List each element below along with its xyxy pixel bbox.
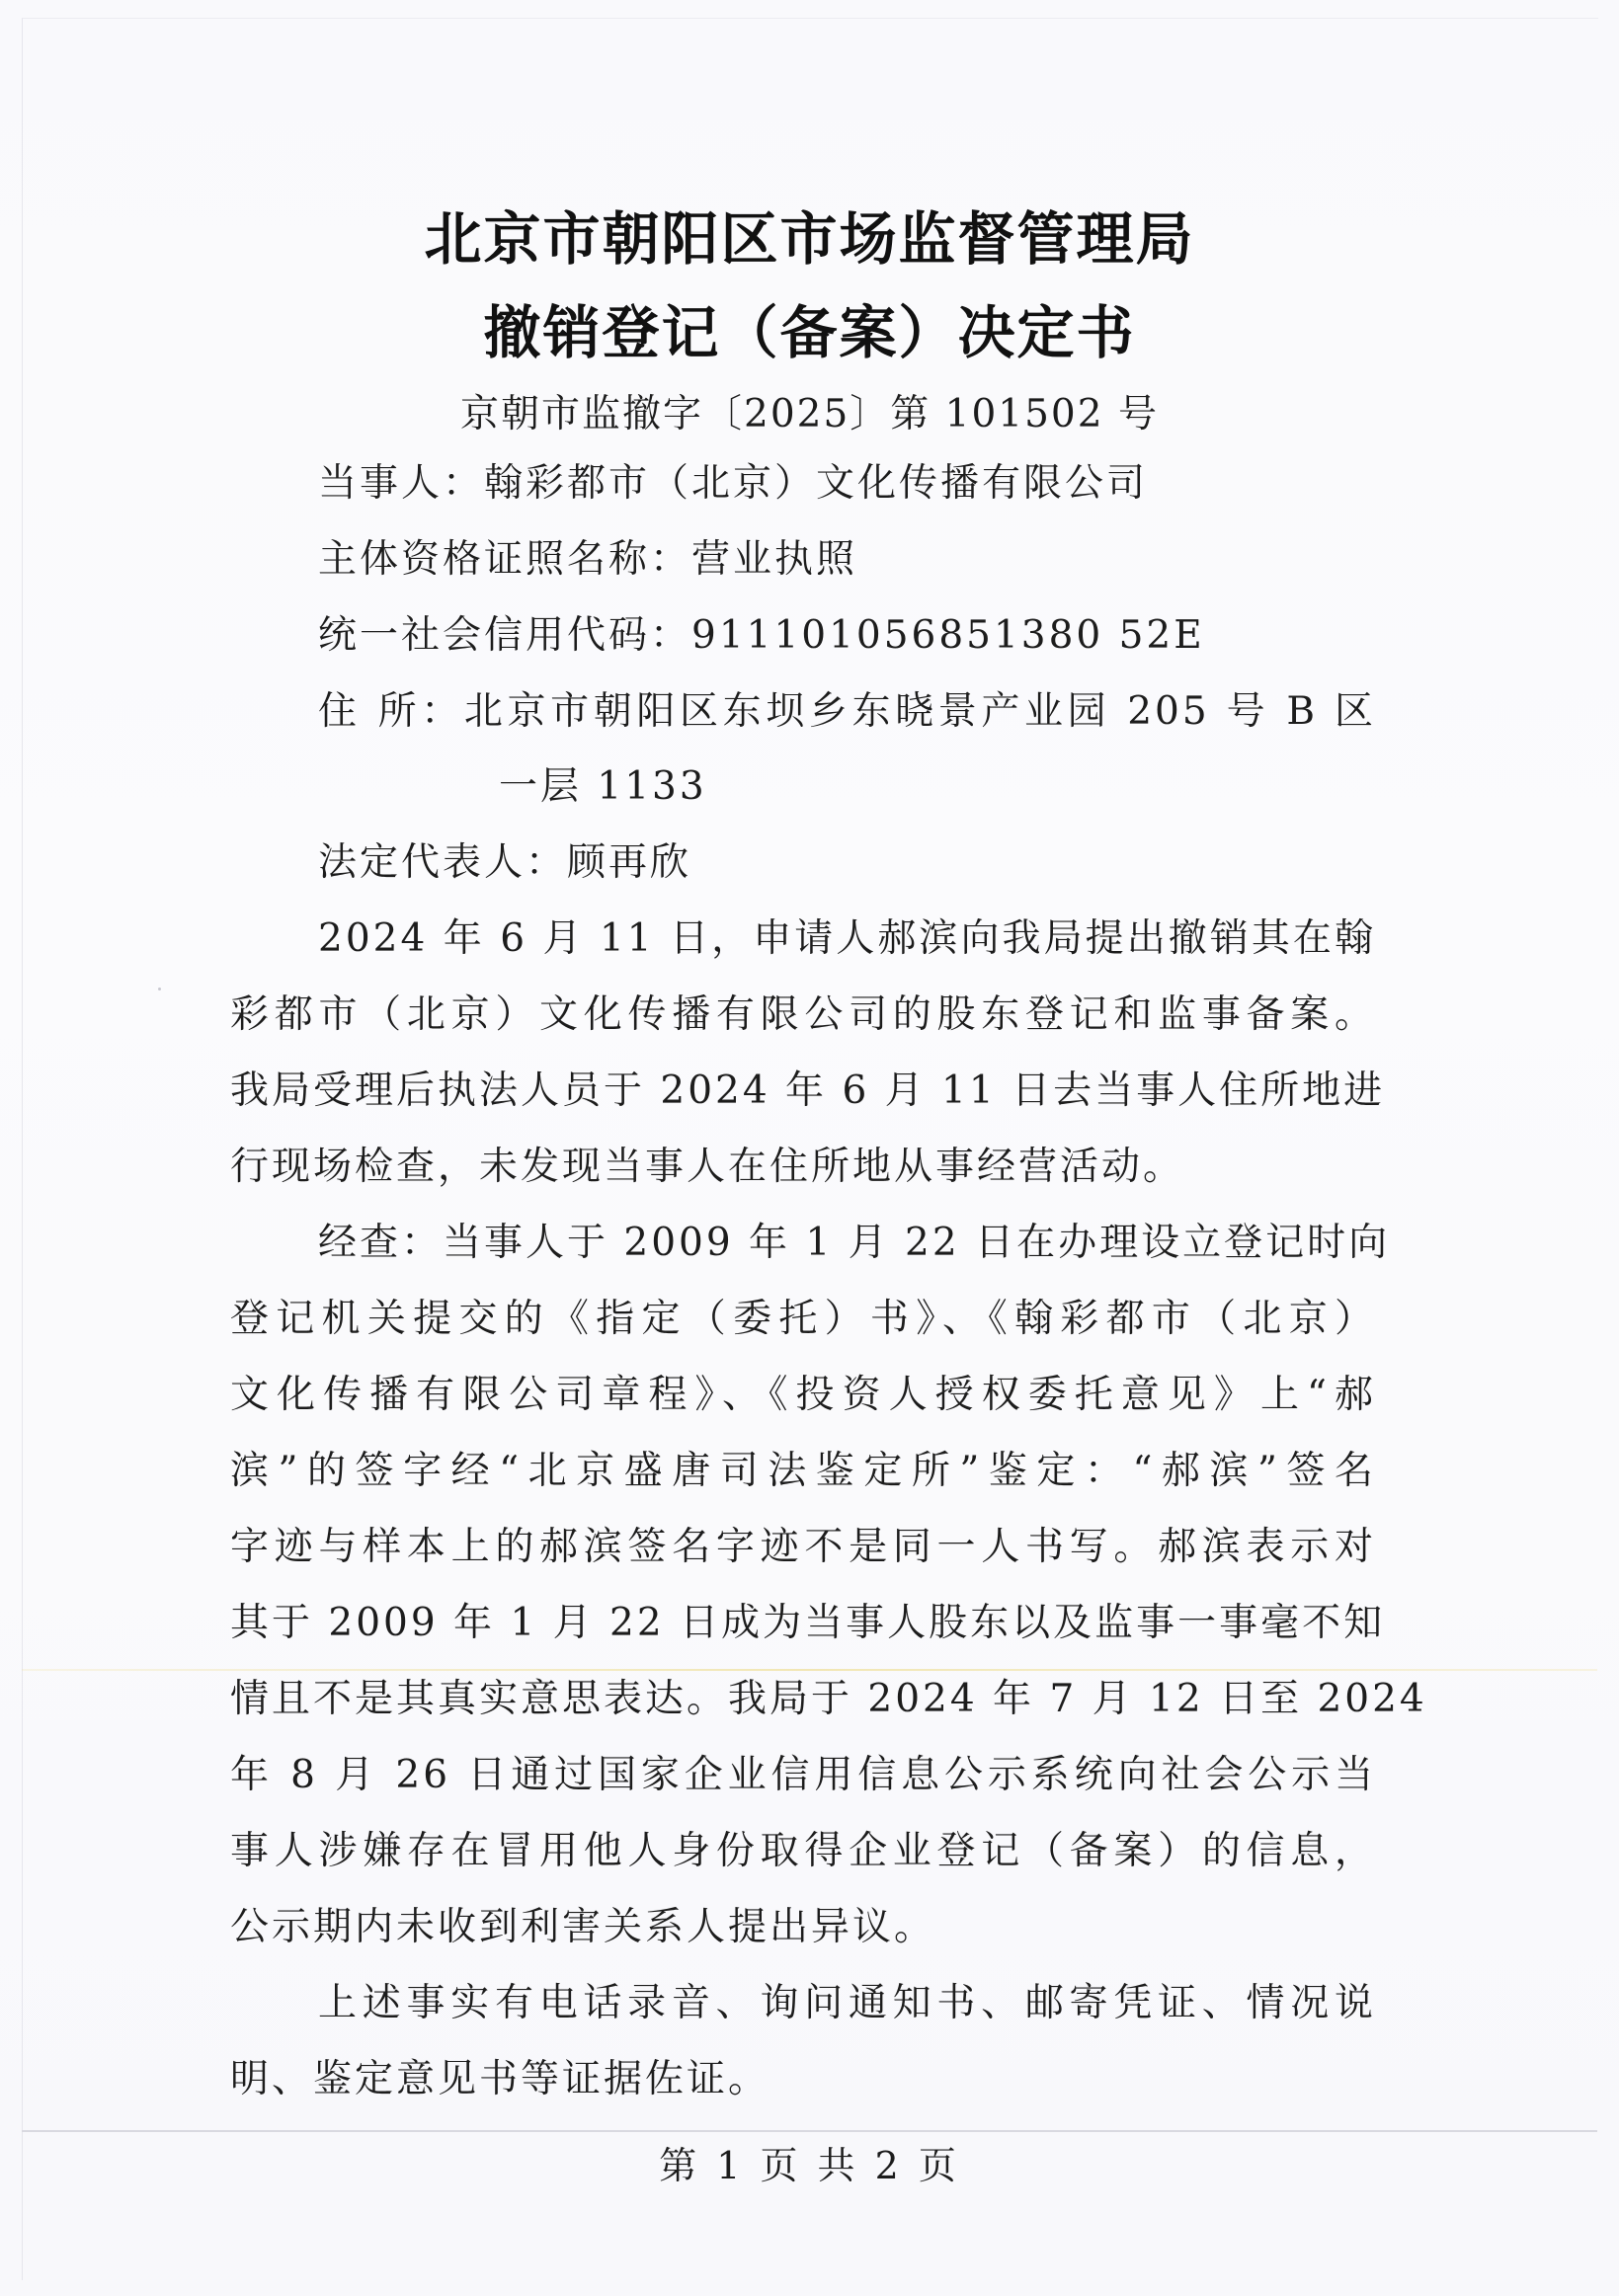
para1-line: 行现场检查，未发现当事人在住所地从事经营活动。 bbox=[230, 1145, 1185, 1189]
page-footer: 第 1 页 共 2 页 bbox=[659, 2144, 960, 2187]
field-legal-rep: 法定代表人：顾再欣 bbox=[318, 840, 692, 885]
para3-line: 明、鉴定意见书等证据佐证。 bbox=[230, 2057, 770, 2101]
scan-artifact-line bbox=[22, 1669, 1597, 1671]
para3-line: 上述事实有电话录音、询问通知书、邮寄凭证、情况说 bbox=[318, 1981, 1376, 2025]
footer-rule bbox=[22, 2130, 1597, 2132]
title-line-2: 撤销登记（备案）决定书 bbox=[483, 299, 1136, 366]
para2-line: 公示期内未收到利害关系人提出异议。 bbox=[230, 1905, 936, 1949]
para1-line: 2024 年 6 月 11 日，申请人郝滨向我局提出撤销其在翰 bbox=[318, 916, 1376, 961]
scan-speck bbox=[158, 988, 161, 990]
field-party: 当事人：翰彩都市（北京）文化传播有限公司 bbox=[318, 461, 1149, 506]
para2-line: 其于 2009 年 1 月 22 日成为当事人股东以及监事一事毫不知 bbox=[230, 1601, 1386, 1645]
para2-line: 登记机关提交的《指定（委托）书》、《翰彩都市（北京） bbox=[230, 1297, 1376, 1341]
field-address-cont: 一层 1133 bbox=[499, 764, 707, 809]
para2-line: 事人涉嫌存在冒用他人身份取得企业登记（备案）的信息， bbox=[230, 1829, 1376, 1873]
para2-line: 滨”的签字经“北京盛唐司法鉴定所”鉴定：“郝滨”签名 bbox=[230, 1449, 1376, 1493]
field-credit-code: 统一社会信用代码：911101056851380 52E bbox=[318, 613, 1205, 658]
field-license-name: 主体资格证照名称：营业执照 bbox=[318, 537, 858, 582]
para2-line: 经查：当事人于 2009 年 1 月 22 日在办理设立登记时向 bbox=[318, 1221, 1391, 1265]
para1-line: 我局受理后执法人员于 2024 年 6 月 11 日去当事人住所地进 bbox=[230, 1069, 1386, 1113]
document-number: 京朝市监撤字〔2025〕第 101502 号 bbox=[460, 392, 1159, 436]
para2-line: 年 8 月 26 日通过国家企业信用信息公示系统向社会公示当 bbox=[230, 1753, 1376, 1797]
para2-line: 字迹与样本上的郝滨签名字迹不是同一人书写。郝滨表示对 bbox=[230, 1525, 1376, 1569]
para1-line: 彩都市（北京）文化传播有限公司的股东登记和监事备案。 bbox=[230, 992, 1376, 1037]
field-address: 住 所：北京市朝阳区东坝乡东晓景产业园 205 号 B 区 bbox=[318, 689, 1376, 734]
para2-line: 文化传播有限公司章程》、《投资人授权委托意见》上“郝 bbox=[230, 1373, 1376, 1417]
title-line-1: 北京市朝阳区市场监督管理局 bbox=[424, 205, 1195, 273]
para2-line: 情且不是其真实意思表达。我局于 2024 年 7 月 12 日至 2024 bbox=[230, 1677, 1427, 1721]
